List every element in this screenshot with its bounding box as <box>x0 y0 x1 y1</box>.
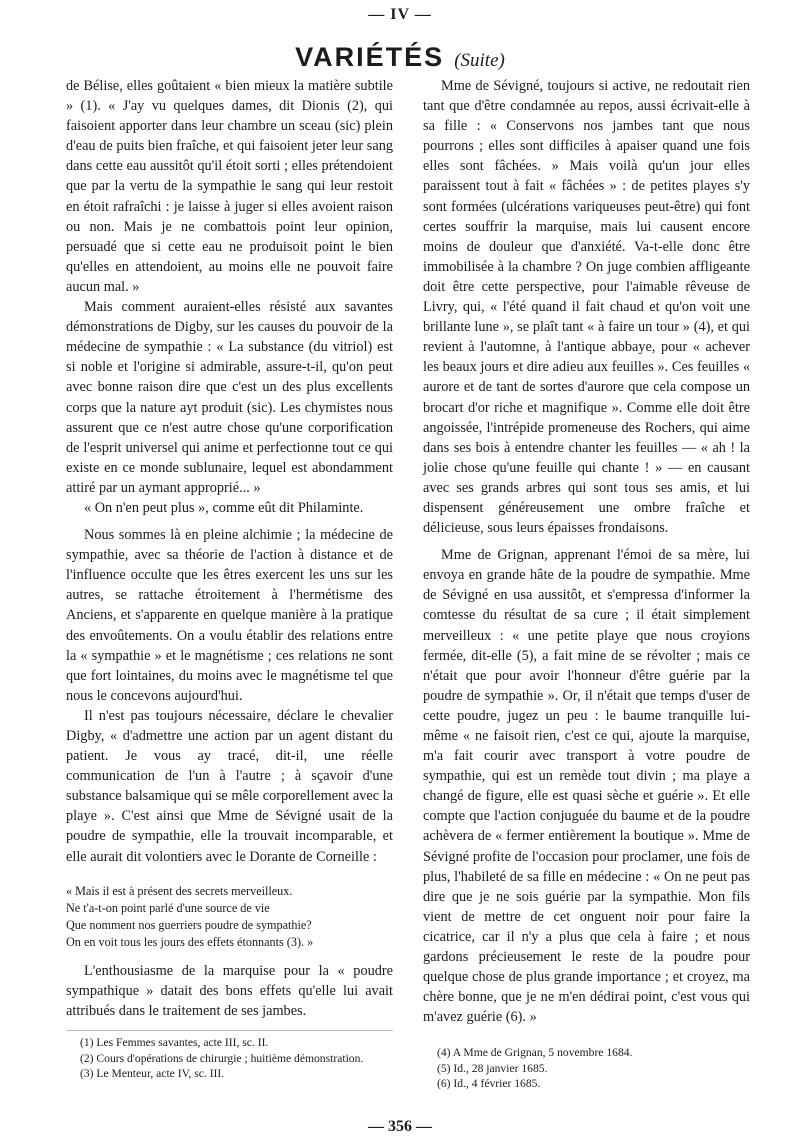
verse-line: Que nomment nos guerriers poudre de sympathie? <box>66 917 312 932</box>
paragraph: Mais comment auraient-elles résisté aux savantes démonstrations de Digby, sur les causes du pouvoir de la médecine de sympathie : « La substance (du vitriol) est si noble et l'origine si admirable, assure-t-il, qu'on peut avec bonne raison dire que c'est un des plus excellents corps que la nature ayt produit (sic). Les chymistes nous assurent que ce n'est autre chose qu'une corporification de l'esprit universel qui anime et perfectionne tout ce qui existe en ce monde sublunaire, lequel est abondamment attiré par un aymant approprié... » <box>66 299 393 496</box>
footnote: (3) Le Menteur, acte IV, sc. III. <box>80 1067 225 1080</box>
footnotes-right <box>423 1045 750 1092</box>
verse-line: On en voit tous les jours des effets étonnants (3). » <box>66 934 314 949</box>
verse-line: « Mais il est à présent des secrets merveilleux. <box>66 883 293 898</box>
footnote: (5) Id., 28 janvier 1685. <box>437 1061 548 1075</box>
verse-quotation <box>66 883 393 951</box>
footnote: (1) Les Femmes savantes, acte III, sc. II. <box>80 1036 269 1049</box>
section-page-number: — IV — <box>368 6 432 23</box>
section-title: VARIÉTÉS <box>295 42 445 72</box>
right-column <box>423 76 750 1027</box>
paragraph: L'enthousiasme de la marquise pour la « poudre sympathique » datait des bons effets qu'elle lui avait attribués dans le traitement de ses jambes. <box>66 962 393 1019</box>
paragraph: Il n'est pas toujours nécessaire, déclare le chevalier Digby, « d'admettre une action par un agent distant du patient. Je vous ay tracé, dit-il, une réelle communication de l'un à l'autre ; à sçavoir d'une substance balsamique qui se mêle corporellement avec la playe ». C'est ainsi que Mme de Sévigné usait de la poudre de sympathie, elle la trouvait incomparable, et elle aurait dit volontiers avec le Dorante de Corneille : <box>66 707 393 865</box>
paragraph: Mme de Sévigné, toujours si active, ne redoutait rien tant que d'être condamnée au repos, aussi écrivait-elle à sa fille : « Conservons nos jambes tant que nous pourrons ; elles sont difficiles à apaiser quand une fois elles sont fâchées. » Mais voilà qu'un jour elles paraissent tout à fait « fâchées » : de petites playes s'y sont formées (ulcérations variqueuses peut-être) qui font certes souffrir la marquise, mais lui causent encore moins de douleur que d'anxiété. Va-t-elle donc être immobilisée à la chambre ? On juge combien affligeante doit être cette perspective, pour l'aimable rêveuse de Livry, qui, « l'été quand il fait chaud et qu'on voit une brillante lune », se plaît tant « à faire un tour » (4), et qui revient à l'automne, à l'antique abbaye, pour « achever les beaux jours et dire adieu aux feuilles ». Ces feuilles « aurore et de tant de sortes d'aurore que cela compose un brocart d'or riche et magnifique ». Comme elle doit être angoissée, l'intrépide promeneuse des Rochers, qui aime dans ses bois à entendre chanter les feuilles — « ah ! la jolie chose qu'une feuille qui chante ! » — en causant avec ses grands arbres qui sont tous ses amis, et lui dispensent généreusement une ombre fraîche et délicieuse, sous leurs épaisses frondaisons. <box>423 78 750 537</box>
verse-line: Ne t'a-t-on point parlé d'une source de vie <box>66 900 270 915</box>
footnote: (4) A Mme de Grignan, 5 novembre 1684. <box>437 1046 633 1059</box>
page-number: — 356 — <box>368 1118 432 1135</box>
paragraph: Nous sommes là en pleine alchimie ; la médecine de sympathie, avec sa théorie de l'action à distance et de l'influence occulte que les êtres exercent les uns sur les autres, se rattache étroitement à l'hermétisme des Anciens, et s'apparente en quelque manière à la pratique des envoûtements. On a voulu établir des relations entre la « sympathie » et le magnétisme ; ces relations ne sont que fort lointaines, du moins avec le magnétisme tel que nous le concevons aujourd'hui. <box>66 527 393 704</box>
paragraph: de Bélise, elles goûtaient « bien mieux la matière subtile » (1). « J'ay vu quelques dames, dit Dionis (2), qui faisoient apporter dans leur chambre un sceau (sic) plein d'eau de puits bien fraîche, et qui faisoient jeter leur sang dans cette eau aussitôt qu'il étoit sorti ; elles prétendoient que par la vertu de la sympathie le sang qui leur restoit en étoit rafraîchi : je laisse à juger si elles avoient raison ou non. Mais je ne combattois point leur opinion, persuadé que si cette eau ne produisoit point le bien qu'elles en attendoient, au moins elle ne pouvoit faire aucun mal. » <box>66 78 393 295</box>
footnote: (6) Id., 4 février 1685. <box>437 1077 541 1090</box>
footnotes-left <box>66 1030 393 1082</box>
section-header <box>0 42 800 73</box>
left-column <box>66 76 393 1021</box>
section-subtitle: (Suite) <box>454 50 505 71</box>
paragraph: « On n'en peut plus », comme eût dit Philaminte. <box>84 499 364 516</box>
paragraph: Mme de Grignan, apprenant l'émoi de sa mère, lui envoya en grande hâte de la poudre de sympathie. Mme de Sévigné en usa aussitôt, et s'empressa d'informer la comtesse du résultat de sa cure ; il était simplement merveilleux : « une petite playe que nous croyions fermée, dit-elle (5), a fait mine de se révolter ; mais ce n'était que pour avoir l'honneur d'être guérie par la poudre de sympathie ». Or, il n'était que temps d'user de cette poudre, jugez un peu : le baume tranquille lui-même « ne faisoit rien, c'est ce qui, ajoute la marquise, m'a fait courir avec transport à votre poudre de sympathie, qui est un remède tout divin ; ma playe a changé de figure, elle est quasi sèche et guérie ». Et elle compte que l'action conjuguée du baume et de la poudre achèvera de « fermer entièrement la boutique ». Mme de Sévigné profite de l'occasion pour proclamer, une fois de plus, l'habileté de sa fille en médecine : « On ne peut pas dire que je ne sois guérie par la sympathie. Mon fils vient de mettre de cet onguent noir pour faire la cicatrice, car il n'y a plus que cela à faire ; et nous gardons précieusement le reste de la poudre pour quelque chose de plus grande importance ; et croyez, ma chère bonne, que je ne m'en dédirai point, c'est vous qui m'avez guérie (6). » <box>423 547 750 1026</box>
footnote: (2) Cours d'opérations de chirurgie ; huitième démonstration. <box>80 1051 364 1065</box>
